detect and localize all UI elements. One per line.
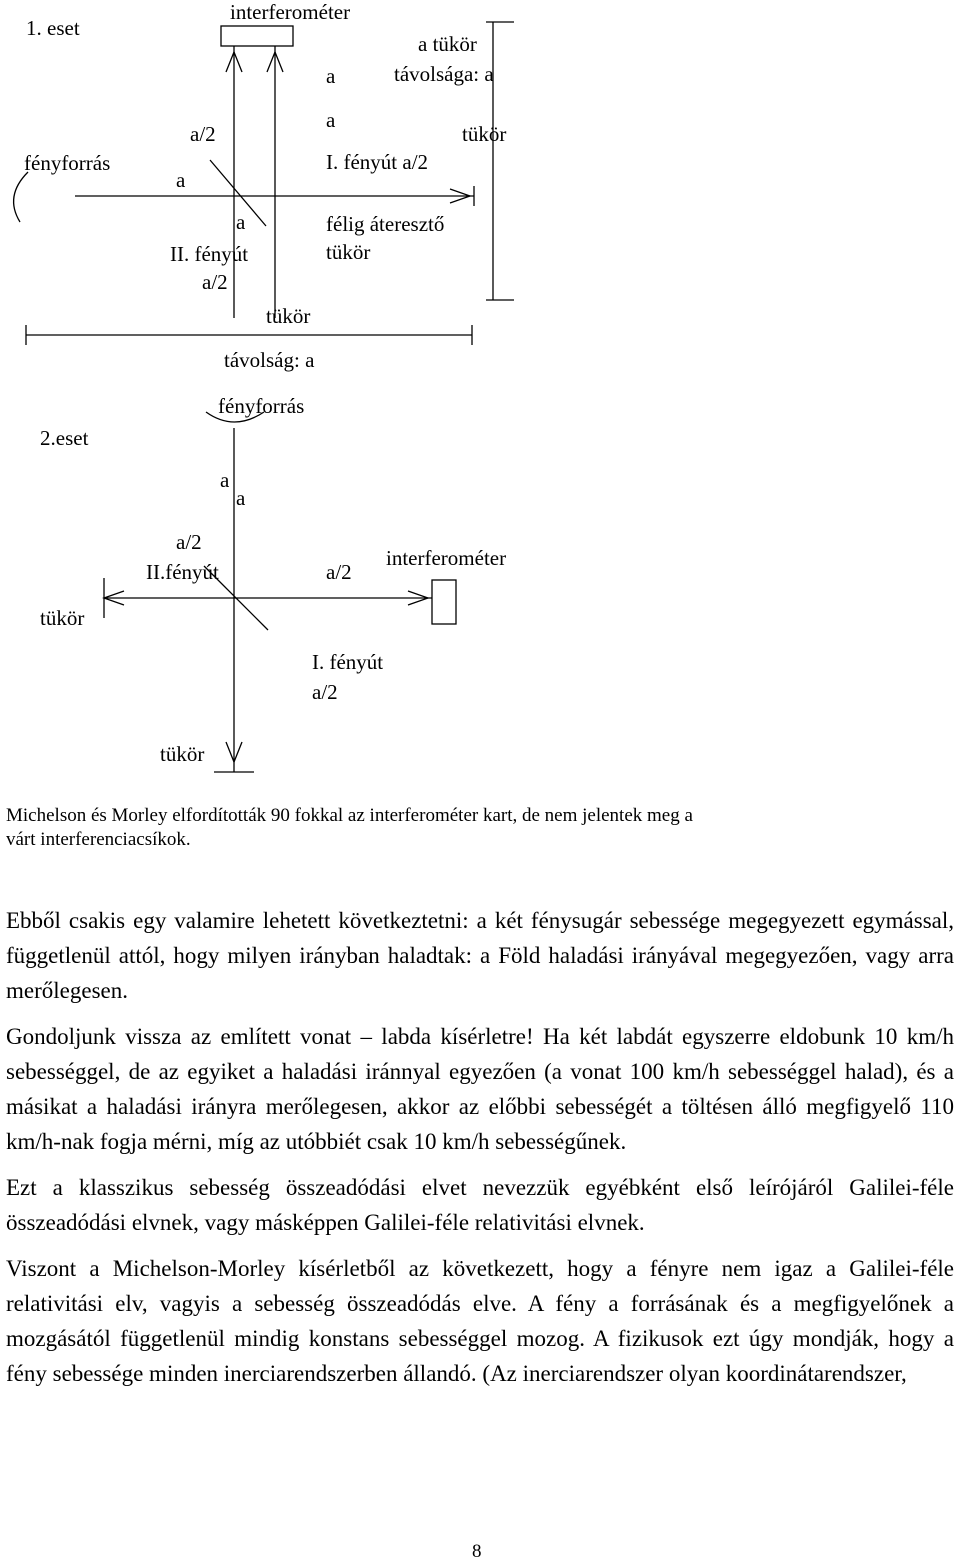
- case1-interferometer-label: interferométer: [230, 0, 351, 24]
- case1-half-mirror: félig áteresztő: [326, 212, 445, 236]
- case2-interferometer: interferométer: [386, 546, 507, 570]
- case1-a-half-bottom: a/2: [202, 270, 228, 294]
- diagram-lines: [0, 0, 960, 780]
- case1-beam1: I. fényút a/2: [326, 150, 429, 174]
- case1-half-mirror-2: tükör: [326, 240, 371, 264]
- case1-mirror-distance: a tükör: [418, 32, 477, 56]
- case1-light-source: fényforrás: [24, 151, 111, 175]
- case2-a2: a: [236, 486, 246, 510]
- case1-mirror-distance-2: távolsága: a: [394, 62, 494, 86]
- interferometer-box-2: [432, 580, 456, 624]
- case1-a-top: a: [326, 64, 336, 88]
- case1-mirror-bottom: tükör: [266, 304, 311, 328]
- light-source-arc-1: [14, 172, 28, 222]
- case1-mirror-right: tükör: [462, 122, 507, 146]
- case2-a-half-mid: a/2: [326, 560, 352, 584]
- case2-beam1: I. fényút: [312, 650, 384, 674]
- case1-beam2: II. fényút: [170, 242, 249, 266]
- case1-a-mid: a: [326, 108, 336, 132]
- case2-a-half-bottom: a/2: [312, 680, 338, 704]
- paragraph-1: Ebből csakis egy valamire lehetett következtetni: a két fénysugár sebessége megegyezett egymással, függetlenül attól, hogy milyen irányban haladtak: a Föld haladási irányával megegyezően, vagy arra merőlegesen.: [6, 908, 954, 1003]
- case2-mirror-bottom: tükör: [160, 742, 205, 766]
- paragraph-2: Gondoljunk vissza az említett vonat – labda kísérletre! Ha két labdát egyszerre eldobunk 10 km/h sebességgel, de az egyiket a haladási iránnyal egyezően (a vonat 100 km/h sebességgel halad), és a másikat a haladási irányra merőlegesen, akkor az előbbi sebességét a töltésen álló megfigyelő 110 km/h-nak fogja mérni, míg az utóbbiét csak 10 km/h sebességűnek.: [6, 1024, 954, 1154]
- diagram-caption: Michelson és Morley elfordították 90 fokkal az interferométer kart, de nem jelentek meg a várt interferenciacsíkok.: [6, 805, 693, 850]
- case2-a1: a: [220, 468, 230, 492]
- case1-a-half-left: a/2: [190, 122, 216, 146]
- case2-mirror-left: tükör: [40, 606, 85, 630]
- case2-label: 2.eset: [40, 426, 89, 450]
- page-number: 8: [472, 1541, 482, 1562]
- case1-label: 1. eset: [26, 16, 80, 40]
- case1-distance: távolság: a: [224, 348, 315, 372]
- body-text: [6, 903, 954, 1402]
- case2-a-half-left: a/2: [176, 530, 202, 554]
- case2-light-source: fényforrás: [218, 394, 305, 418]
- interferometer-box-1: [221, 26, 293, 46]
- case1-a-left: a: [176, 168, 186, 192]
- paragraph-3: Ezt a klasszikus sebesség összeadódási elvet nevezzük egyébként első leírójáról Galilei-féle összeadódási elvnek, vagy másképpen Galilei-féle relativitási elvnek.: [6, 1175, 954, 1235]
- paragraph-4: Viszont a Michelson-Morley kísérletből az következett, hogy a fényre nem igaz a Galilei-féle relativitási elv, vagyis a sebesség összeadódás elve. A fény a forrásának és a megfigyelőnek a mozgásától függetlenül mindig konstans sebességgel mozog. A fizikusok ezt úgy mondják, hogy a fény sebessége minden inerciarendszerben állandó. (Az inerciarendszer olyan koordinátarendszer,: [6, 1256, 954, 1386]
- case1-a-split: a: [236, 210, 246, 234]
- case2-beam2: II.fényút: [146, 560, 219, 584]
- michelson-morley-diagram: [0, 0, 960, 780]
